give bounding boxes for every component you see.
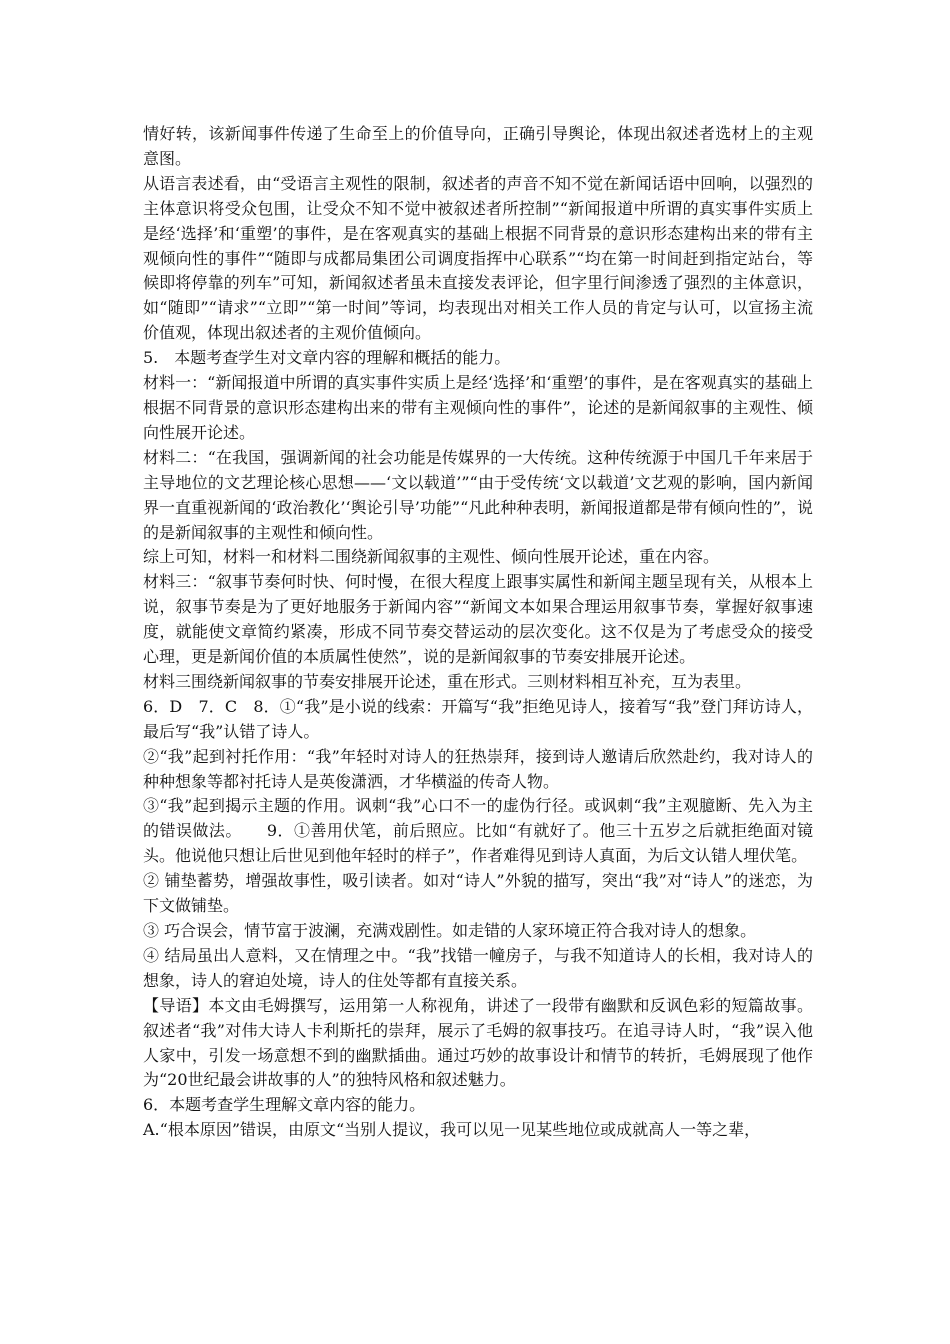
paragraph-foreshadow-4: ④ 结局虽出人意料，又在情理之中。“我”找错一幢房子，与我不知道诗人的长相，我对诗人的想象，诗人的窘迫处境，诗人的住处等都有直接关系。: [143, 945, 813, 990]
paragraph-summary-one-two: 综上可知，材料一和材料二围绕新闻叙事的主观性、倾向性展开论述，重在内容。: [143, 547, 720, 567]
paragraph-option-a: A.“根本原因”错误，由原文“当别人提议，我可以见一见某些地位或成就高人一等之辈，: [143, 1120, 761, 1140]
paragraph-foreshadow-3: ③ 巧合误会，情节富于波澜，充满戏剧性。如走错的人家环境正符合我对诗人的想象。: [143, 921, 757, 940]
paragraph-point-2-contrast: ②“我”起到衬托作用：“我”年轻时对诗人的狂热崇拜，接到诗人邀请后欣然赴约，我对诗人的种种想象等都衬托诗人是英俊潇洒，才华横溢的传奇人物。: [143, 746, 813, 791]
paragraph-answers-6-7-8: 6．D 7．C 8．①“我”是小说的线索：开篇写“我”拒绝见诗人，接着写“我”登门拜访诗人，最后写“我”认错了诗人。: [143, 696, 813, 741]
paragraph-material-two: 材料二：“在我国，强调新闻的社会功能是传媒界的一大传统。这种传统源于中国几千年来居于主导地位的文艺理论核心思想——‘文以载道’”“由于受传统‘文以载道’文艺观的影响，国内新闻界一直重视新闻的‘政治教化’‘舆论引导’功能”“凡此种种表明，新闻报道都是带有倾向性的”，说的是新闻叙事的主观性和倾向性。: [143, 447, 813, 542]
paragraph-point-3-theme: ③“我”起到揭示主题的作用。讽刺“我”心口不一的虚伪行径。或讽刺“我”主观臆断、先入为主的错误做法。 9．①善用伏笔，前后照应。比如“有就好了。他三十五岁之后就拒绝面对镜头。他说他只想让后世见到他年轻时的样子”，作者难得见到诗人真面，为后文认错人埋伏笔。: [143, 796, 813, 866]
paragraph-news-conclusion: 情好转，该新闻事件传递了生命至上的价值导向，正确引导舆论，体现出叙述者选材上的主观意图。: [143, 124, 813, 168]
document-body: [143, 122, 813, 1143]
paragraph-foreshadow-2: ② 铺垫蓄势，增强故事性，吸引读者。如对“诗人”外貌的描写，突出“我”对“诗人”的迷恋，为下文做铺垫。: [143, 871, 813, 916]
paragraph-language-analysis: 从语言表述看，由“受语言主观性的限制，叙述者的声音不知不觉在新闻话语中回响，以强烈的主体意识将受众包围，让受众不知不觉中被叙述者所控制”“新闻报道中所谓的真实事件实质上是经‘选择’和‘重塑’的事件，是在客观真实的基础上根据不同背景的意识形态建构出来的带有主观倾向性的事件”“随即与成都局集团公司调度指挥中心联系”“均在第一时间赶到指定站台，等候即将停靠的列车”可知，新闻叙述者虽未直接发表评论，但字里行间渗透了强烈的主体意识，如“随即”“请求”“立即”“第一时间”等词，均表现出对相关工作人员的肯定与认可，以宣扬主流价值观，体现出叙述者的主观价值倾向。: [143, 173, 813, 343]
paragraph-material-three: 材料三：“叙事节奏何时快、何时慢，在很大程度上跟事实属性和新闻主题呈现有关，从根本上说，叙事节奏是为了更好地服务于新闻内容”“新闻文本如果合理运用叙事节奏，掌握好叙事速度，就能使文章简约紧凑，形成不同节奏交替运动的层次变化。这不仅是为了考虑受众的接受心理，更是新闻价值的本质属性使然”，说的是新闻叙事的节奏安排展开论述。: [143, 572, 813, 667]
paragraph-question-5-intro: 5. 本题考查学生对文章内容的理解和概括的能力。: [143, 348, 511, 368]
paragraph-material-one: 材料一：“新闻报道中所谓的真实事件实质上是经‘选择’和‘重塑’的事件，是在客观真实的基础上根据不同背景的意识形态建构出来的带有主观倾向性的事件”，论述的是新闻叙事的主观性、倾向性展开论述。: [143, 373, 813, 442]
paragraph-material-three-summary: 材料三围绕新闻叙事的节奏安排展开论述，重在形式。三则材料相互补充，互为表里。: [143, 671, 752, 691]
paragraph-guide: 【导语】本文由毛姆撰写，运用第一人称视角，讲述了一段带有幽默和反讽色彩的短篇故事。叙述者“我”对伟大诗人卡利斯托的崇拜，展示了毛姆的叙事技巧。在追寻诗人时，“我”误入他人家中，引发一场意想不到的幽默插曲。通过巧妙的故事设计和情节的转折，毛姆展现了他作为“20世纪最会讲故事的人”的独特风格和叙述魅力。: [143, 995, 813, 1090]
paragraph-question-6: 6．本题考查学生理解文章内容的能力。: [143, 1095, 426, 1115]
